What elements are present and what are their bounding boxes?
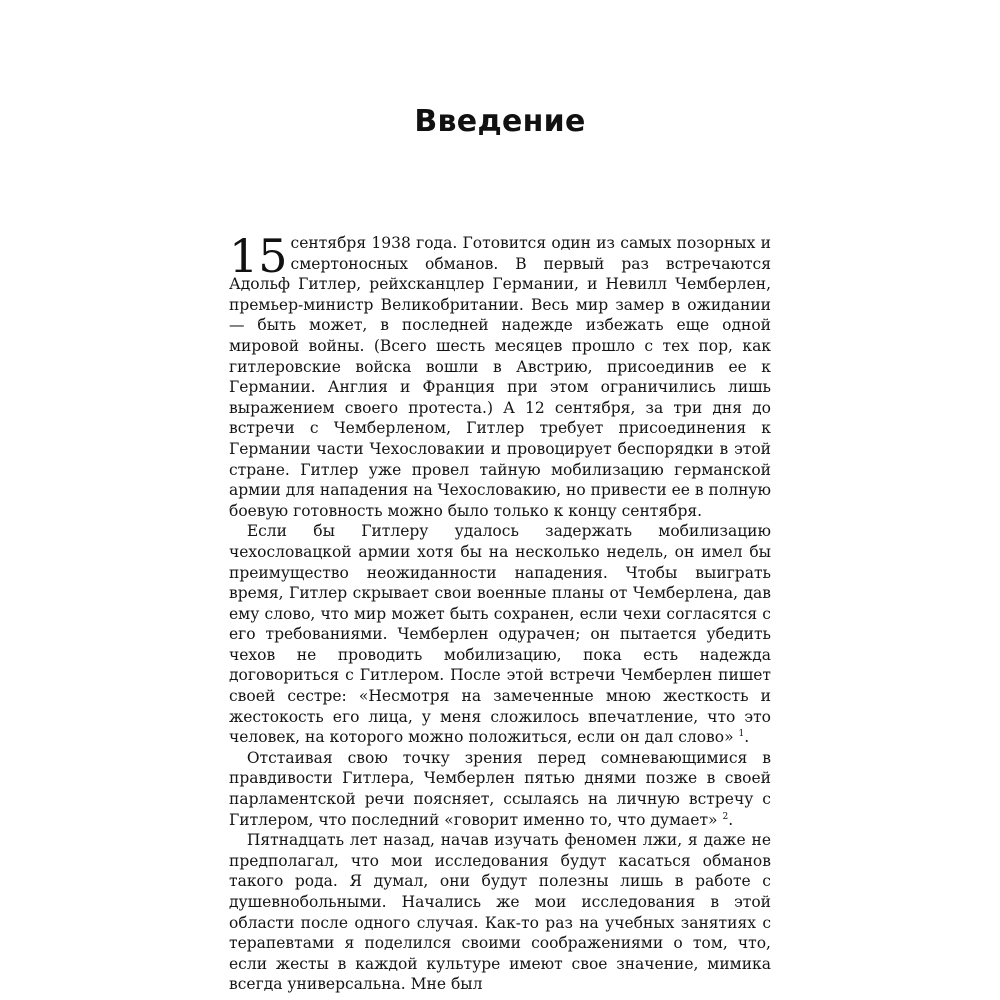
footnote-ref-1[interactable]: 1: [738, 729, 745, 740]
paragraph-1-text: сентября 1938 года. Готовится один из самых позорных и смертоносных обманов. В первый раз встречаются Адольф Гитлер, рейхсканцлер Германии, и Невилл Чемберлен, премьер-министр Великобритании. Весь мир замер в ожидании — быть может, в последней надежде избежать еще одной мировой войны. (Всего шесть месяцев прошло с тех пор, как гитлеровские войска вошли в Австрию, присоединив ее к Германии. Англия и Франция при этом ограничились лишь выражением своего протеста.) А 12 сентября, за три дня до встречи с Чемберленом, Гитлер требует присоединения к Германии части Чехословакии и провоцирует беспорядки в этой стране. Гитлер уже провел тайную мобилизацию германской армии для нападения на Чехословакию, но привести ее в полную боевую готовность можно было только к концу сентября.: [229, 234, 772, 520]
drop-cap: 15: [229, 229, 288, 283]
paragraph-4-text: Пятнадцать лет назад, начав изучать феномен лжи, я даже не предполагал, что мои исследования будут касаться обманов такого рода. Я думал, они будут полезны лишь в работе с душевнобольными. Начались же мои исследования в этой области после одного случая. Как-то раз на учебных занятиях с терапевтами я поделился своими соображениями о том, что, если жесты в каждой культуре имеют свое значение, мимика всегда универсальна. Мне был: [229, 831, 771, 994]
paragraph-2-end: .: [744, 728, 750, 747]
paragraph-3: [229, 748, 771, 830]
chapter-title: Введение: [414, 104, 586, 139]
body-text: [229, 229, 772, 995]
paragraph-2-text: Если бы Гитлеру удалось задержать мобилизацию чехословацкой армии хотя бы на несколько недель, он имел бы преимущество неожиданности нападения. Чтобы выиграть время, Гитлер скрывает свои военные планы от Чемберлена, дав ему слово, что мир может быть сохранен, если чехи согласятся с его требованиями. Чемберлен одурачен; он пытается убедить чехов не проводить мобилизацию, пока есть надежда договориться с Гитлером. После этой встречи Чемберлен пишет своей сестре: «Несмотря на замеченные мною жесткость и жестокость его лица, у меня сложилось впечатление, что это человек, на которого можно положиться, если он дал слово»: [229, 522, 771, 747]
paragraph-4: [229, 830, 771, 995]
paragraph-3-end: .: [728, 810, 734, 829]
paragraph-3-text: Отстаивая свою точку зрения перед сомневающимися в правдивости Гитлера, Чемберлен пятью днями позже в своей парламентской речи поясняет, ссылаясь на личную встречу с Гитлером, что последний «говорит именно то, что думает»: [229, 748, 771, 829]
paragraph-2: [229, 521, 771, 748]
footnote-ref-2[interactable]: 2: [722, 811, 729, 822]
paragraph-1: [229, 229, 772, 521]
